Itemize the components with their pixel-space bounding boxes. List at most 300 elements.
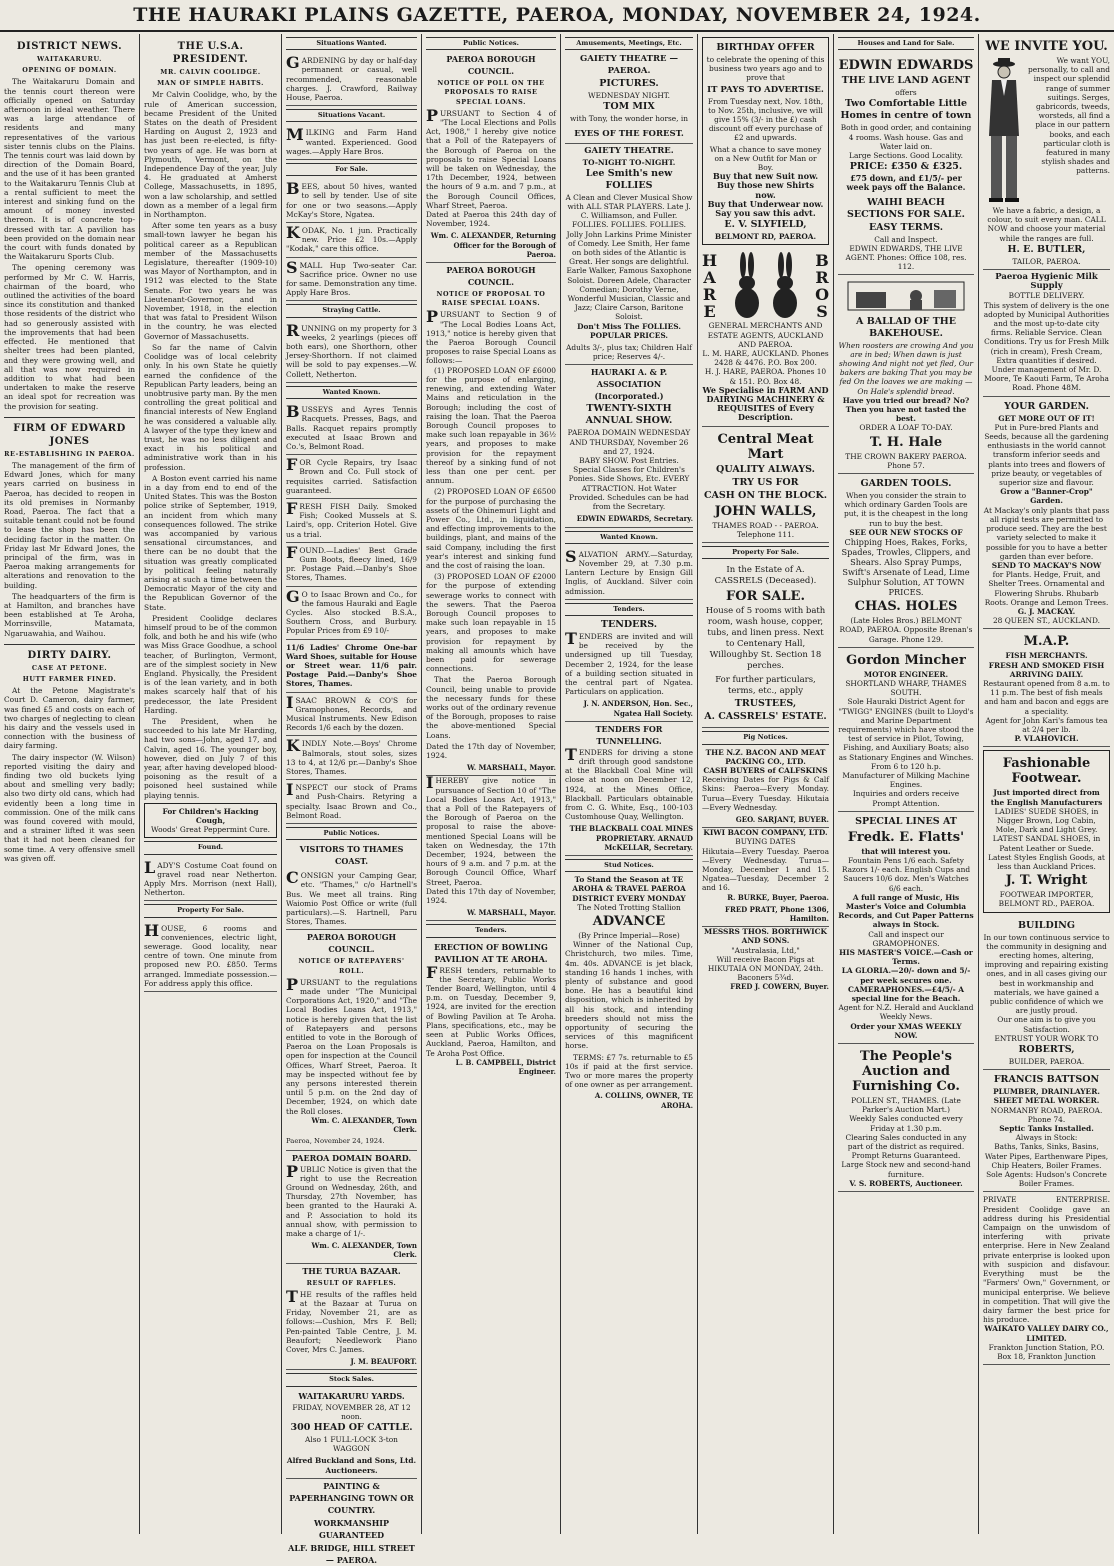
section-label: Public Notices. <box>286 827 417 840</box>
bakery-illustration-icon <box>846 278 966 312</box>
bill-text: Don't Miss The FOLLIES. POPULAR PRICES. <box>577 321 681 340</box>
ad-text: A full range of Music, His Master's Voice and Columbia Records, and Cut Paper Patterns always in Stock. <box>838 892 974 930</box>
auctioneer: Alfred Buckland and Sons, Ltd. Auctioneers. <box>286 1453 417 1478</box>
estate-sale-ad <box>702 562 829 728</box>
ad-line: that will interest you. <box>861 846 951 856</box>
ad-heading: SPECIAL LINES AT <box>855 815 957 827</box>
notice-heading: THE TURUA BAZAAR. <box>302 1265 401 1276</box>
section-label-property: Property For Sale. <box>144 904 277 917</box>
ad-poem: When roosters are crowing And you are in bed; When dawn is just showing And night not yet fled, Our bakers are baking That you may be fed On the loaves we are making —On Hale's splendid bread. <box>838 340 974 396</box>
ad-text: From Tuesday next, Nov. 18th, to Nov. 25th, inclusive, we will give 15% (3/- in the £) cash discount off every purchase of £2 and upwards. <box>707 96 824 143</box>
ad-text: Prompt Returns Guaranteed. <box>851 1151 961 1161</box>
ad-text: Agent for John Kari's famous tea at 2/4 per lb. <box>985 715 1108 734</box>
ad-address: POLLEN ST., THAMES. (Late Parker's Auction Mart.) <box>851 1096 961 1115</box>
tender-signature: J. N. ANDERSON, Hon. Sec., Ngatea Hall Society. <box>565 696 693 721</box>
ad-text: HIS MASTER'S VOICE.—Cash or Terms. <box>839 947 973 967</box>
ad-address: NORMANBY ROAD, PAEROA. Phone 74. <box>990 1105 1103 1124</box>
notice-date: Paeroa, November 24, 1924. <box>286 1134 417 1150</box>
notice-signature: W. MARSHALL, Mayor. <box>426 760 556 776</box>
section-label: Wanted Known. <box>286 386 417 399</box>
ad-text: Order your XMAS WEEKLY NOW. <box>850 1021 962 1040</box>
ad-line: Woods' Great Peppermint Cure. <box>151 825 270 835</box>
notice-signature: Wm. C. ALEXANDER, Town Clerk. <box>311 1115 417 1135</box>
ad-text: Sole Hauraki District Agent for "TWIGG" ENGINES (built to Lloyd's and Marine Department requirements) which have stood the test of service in Pilot, Towing, Fishing, and Auxiliary Boats; also as Stationary Engines and Winches. From 6 to 120 h.p. <box>838 697 974 771</box>
article-paragraph: The opening ceremony was performed by Mr C. W. Harris, chairman of the board, who outlined the activities of the board since its constitution and thanked those residents of the district who had so generously assisted with the improvements that had been effected. He mentioned that shelter trees had been planted, and they were growing well, and all that was now required in addition to what had been undertaken to make the reserve an ideal spot for recreation was the provision for seating. <box>4 263 135 411</box>
ad-phone: Telephone 111. <box>736 529 795 539</box>
mackay-garden-ad <box>983 397 1110 630</box>
ad-address: THAMES ROAD - - PAEROA. <box>712 520 819 530</box>
article-paragraph: The management of the firm of Edward Jones, which for many years carried on business in Paeroa, has decided to reopen in its old premises in Normanby Road, Paeroa. The fact that a suitable tenant could not be found to lease the shop has been the deciding factor in the matter. On Friday last Mr Edward Jones, the principal of the firm, was in Paeroa making arrangements for alterations and renovation to the building. <box>4 460 135 590</box>
ad-text: Latest Styles English Goods, at less than Auckland Prices. <box>988 852 1105 871</box>
article-paragraph: The President, when he succeeded to his late Mr Harding, had two sons—John, aged 17, and Calvin, aged 16. The younger boy, however, died on July 7 of this year, after having developed blood-poisoning as the result of a poisoned heel sustained while playing tennis. <box>144 717 277 800</box>
ad-text: Sole Agents: Hudson's Concrete Boiler Frames. <box>986 1170 1107 1189</box>
notice-date: Dated at Paeroa this 24th day of November, 1924. <box>426 210 556 229</box>
ad-line: Buy that Underwear now. <box>707 198 824 209</box>
ad-text: In the Estate of A. CASSRELS (Deceased). <box>714 565 817 587</box>
classified-ad: KODAK, No. 1 jun. Practically new. Price £2 10s.—Apply "Kodak," care this office. <box>286 223 417 258</box>
classified-ad: FRESH FISH Daily. Smoked Fish; Cooked Mussels at S. Laird's, opp. Criterion Hotel. Give us a trial. <box>286 499 417 543</box>
classified-ad: GO to Isaac Brown and Co., for the famous Hauraki and Eagle Cycles. Also stocked B.S.A., Southern Cross, and Burbury. Popular Prices from £9 10/- <box>286 587 417 640</box>
ad-text: Large Stock new and second-hand furniture. <box>841 1160 971 1179</box>
ad-text: ORDER A LOAF TO-DAY. <box>859 423 953 433</box>
ad-line: Two Comfortable Little Homes in centre of town <box>840 98 972 122</box>
ad-text: Restaurant opened from 8 a.m. to 11 p.m. The best of fish meals and ham and bacon and eggs are a speciality. <box>983 678 1110 716</box>
ad-text: Grow a "Banner-Crop" Garden. <box>1000 487 1093 506</box>
ad-text: When you consider the strain to which ordinary Garden Tools are put, it is the cheapest in the long run to buy the best. <box>844 491 968 528</box>
ad-text: GENERAL MERCHANTS AND ESTATE AGENTS, AUCKLAND AND PAEROA. <box>707 321 824 349</box>
birthday-offer-ad <box>702 37 829 245</box>
logo-letter: S <box>816 302 828 322</box>
classified-ad: KINDLY Note.—Boys' Chrome Balmorals, stout soles, sizes 13 to 4, at 12/6 pr.—Danby's Shoe Stores, Thames. <box>286 736 417 780</box>
ad-text: Hikutaia—Every Tuesday. Paeroa—Every Wednesday. Turua—Monday, December 1 and 15. Ngatea—Tuesday, December 2 and 16. <box>702 846 829 893</box>
bill-text: with Tony, the wonder horse, in <box>570 114 688 124</box>
ad-address: (Late Holes Bros.) BELMONT ROAD, PAEROA. Opposite Brenan's Garage. Phone 129. <box>839 616 973 644</box>
ad-heading: Central Meat Mart <box>717 431 814 462</box>
section-label: Pig Notices. <box>702 731 829 744</box>
notice-signature: L. B. CAMPBELL, District Engineer. <box>455 1057 556 1076</box>
section-label: Situations Wanted. <box>286 37 417 50</box>
ad-heading: BIRTHDAY OFFER <box>716 42 815 53</box>
logo-letter: H <box>702 251 718 271</box>
subhead: OPENING OF DOMAIN. <box>22 66 117 75</box>
ad-signature: P. VLAHOVICH. <box>1014 734 1079 744</box>
ad-line: EASY TERMS. <box>868 221 944 233</box>
ad-text: Under management of Mr. D. Moore, Te Kaouti Farm, Te Aroha Road. Phone 48M. <box>984 365 1109 393</box>
ad-heading: WORKMANSHIP GUARANTEED <box>313 1517 390 1540</box>
column-usa-president <box>140 34 281 1534</box>
ad-business: M.A.P. <box>1023 634 1070 650</box>
ad-text: We have a fabric, a design, a colour, to suit every man. CALL NOW and choose your material while the ranges are full. <box>987 206 1106 243</box>
ad-line: WAIHI BEACH SECTIONS FOR SALE. <box>847 196 965 220</box>
ad-heading: PAINTING & PAPERHANGING TOWN OR COUNTRY. <box>289 1480 414 1515</box>
ad-business: FRANCIS BATTSON <box>993 1074 1100 1086</box>
notice-text: IHEREBY give notice in pursuance of Section 10 of "The Local Bodies Loans Act, 1913," that a Poll of the Ratepayers of the Borough of Paeroa on the proposal to raise the above-mentioned Special Loans will be taken on Wednesday, the 17th December, 1924, between the hours of 9 a.m. and 7 p.m. at the Borough Council Office, Wharf Street, Paeroa. <box>426 773 556 887</box>
ad-address: THE CROWN BAKERY PAEROA. Phone 57. <box>845 451 967 470</box>
ad-business: E. V. SLYFIELD, <box>724 219 807 231</box>
ad-subhead: CASH BUYERS of CALFSKINS <box>703 765 828 775</box>
mincher-ad <box>838 648 974 812</box>
ad-line: A. CASSRELS' ESTATE. <box>704 711 827 723</box>
classified-ad: HOUSE, 6 rooms and conveniences, electric light, sewerage. Good locality, near centre of town. One minute from proposed new P.O. £850. Terms arranged. Immediate possession.—For address apply this office. <box>144 921 277 992</box>
ad-line: Buy that new Suit now. <box>712 171 819 182</box>
column-trade-ads <box>979 34 1114 1534</box>
notice-subhead: NOTICE OF POLL ON THE PROPOSALS TO RAISE SPECIAL LOANS. <box>437 79 545 106</box>
hare-rabbits-icon <box>725 251 807 321</box>
bakehouse-ad <box>838 275 974 474</box>
bill-title: EYES OF THE FOREST. <box>565 125 693 144</box>
ad-signature: GEO. SARJANT, BUYER. <box>702 812 829 828</box>
ad-text: This system of delivery is the one adopted by Municipal Authorities and the most up-to-date city firms. Reliable Service. Clean Conditions. Try us for Fresh Milk (rich in cream), Fresh Cream, Extra quantities if desired. <box>983 300 1110 365</box>
ad-text: Just imported direct from the English Manufacturers <box>990 788 1103 807</box>
sale-heading: WAITAKARURU YARDS. <box>298 1390 405 1401</box>
ad-heading: Fashionable Footwear. <box>1002 756 1091 787</box>
ad-heading: BUILDING <box>1018 919 1075 931</box>
ad-text: At Mackay's only plants that pass all rigid tests are permitted to produce seed. They are the best variety selected to make it possible for you to have a better garden than ever before. <box>983 505 1110 561</box>
ad-line: SEE OUR NEW STOCKS OF <box>849 527 963 537</box>
classified-ad: LADY'S Costume Coat found on gravel road near Netherton. Apply Mrs. Morrison (next Hall), Netherton. <box>144 858 277 902</box>
waikato-dairy-ad <box>983 1192 1110 1365</box>
ad-line: FRESH AND SMOKED FISH ARRIVING DAILY. <box>988 660 1105 679</box>
tender-text: TENDERS are invited and will be received by the undersigned up till Tuesday, December 2, 1924, for the lease of a building section situated in the central part of Ngatea. Particulars on application. <box>565 628 693 697</box>
ad-address: 28 QUEEN ST., AUCKLAND. <box>992 616 1101 626</box>
logo-letter: O <box>815 285 829 305</box>
ad-subhead: BUYING DATES <box>735 837 796 847</box>
classified-ad: BUSSEYS and Ayres Tennis Racquets. Presses, Bags, and Balls. Racquet repairs promptly executed at Isaac Brown and Co.'s, Belmont Road. <box>286 402 417 455</box>
bill-prices: Adults 3/-, plus tax; Children Half price; Reserves 4/-. <box>565 340 693 365</box>
logo-letter: A <box>703 268 716 288</box>
sale-date: FRIDAY, NOVEMBER 28, AT 12 noon. <box>292 1402 411 1421</box>
classified-ad: SALVATION ARMY.—Saturday, November 29, at 7.30 p.m. Lantern Lecture by Ensign Gill Inglis, of Auckland. Silver coin admission. <box>565 547 693 600</box>
show-signature: EDWIN EDWARDS, Secretary. <box>565 511 693 527</box>
classified-ad: SMALL Hup Two-seater Car. Sacrifice price. Owner no use for same. Demonstration any time. Apply Hare Bros. <box>286 258 417 302</box>
ad-signature: R. BURKE, Buyer, Paeroa. <box>727 892 829 902</box>
ad-heading: MESSRS THOS. BORTHWICK AND SONS. <box>704 927 827 946</box>
column-amusements <box>561 34 697 1534</box>
ad-business: T. H. Hale <box>869 434 943 450</box>
show-text: BABY SHOW. Post Entries. Special Classes for Children's Ponies. Side Shows, Etc. EVERY ATTRACTION. Hot Water Provided. Schedules can be had from the Secretary. <box>568 456 690 512</box>
ad-address: BUILDER, PAEROA. <box>1008 1057 1085 1067</box>
hare-logo <box>702 251 829 321</box>
ad-text: LATEST SANDAL SHOES, in Patent Leather or Suede. <box>992 834 1101 853</box>
meat-mart-ad <box>702 427 829 543</box>
article-paragraph: A Boston event carried his name in a day from end to end of the United States. This was the Boston police strike of September, 1919, an incident from which many consequences followed. The strike was accompanied by various sensational circumstances, and there can be no doubt that the situation was greatly complicated by political feeling naturally arising at such a time between the Democratic Mayor of the city and the Republican Governor of the State. <box>144 473 277 612</box>
article-paragraph: The headquarters of the firm is at Hamilton, and branches have been established at Te Aroha, Morrinsville, Matamata, Ngaruawahia, and Waihou. <box>4 591 135 638</box>
ad-text: Fountain Pens 1/6 each. Safety Razors 1/- each. English Cups and Saucers 10/6 doz. Men's Watches 6/6 each. <box>841 855 971 893</box>
ad-text: Manufacturer of Milking Machine Engines. <box>842 770 970 790</box>
notice-subhead: RESULT OF RAFFLES. <box>306 1278 397 1287</box>
section-label: For Sale. <box>286 163 417 176</box>
ad-business: The People's Auction and Furnishing Co. <box>852 1049 960 1095</box>
subhead: MAN OF SIMPLE HABITS. <box>157 79 264 88</box>
ad-text: Receiving Dates for Pigs & Calf Skins: Paeroa—Every Monday. Turua—Every Tuesday. Hikutaia—Every Wednesday. <box>702 775 829 812</box>
ad-text: House of 5 rooms with bath room, wash house, copper, tubs, and linen press. Next to Centenary Hall, Willoughby St. Section 18 perches. <box>705 606 826 672</box>
notice-text: FRESH tenders, returnable to the Secretary, Public Works Tender Board, Wellington, until 4 p.m. on Tuesday, December 9, 1924, are invited for the erection of Bowling Pavilion at Te Aroha. Plans, specifications, etc., may be seen at Public Works Offices, Auckland, Paeroa, Hamilton, and Te Aroha Post Office. <box>426 962 556 1058</box>
milk-supply-ad <box>983 270 1110 397</box>
ad-heading: THE N.Z. BACON AND MEAT PACKING CO., LTD. <box>705 747 826 766</box>
ad-text: L. M. HARE, AUCKLAND. Phones 2428 & 4476. P.O. Box 200. <box>702 349 829 368</box>
ad-line: THE LIVE LAND AGENT <box>841 75 971 87</box>
logo-letter: R <box>815 268 829 288</box>
notice-signature: W. MARSHALL, Mayor. <box>426 905 556 921</box>
bill-date: TO-NIGHT TO-NIGHT. <box>582 157 676 167</box>
ad-text: Our one aim is to give you Satisfaction. <box>997 1015 1096 1034</box>
notice-heading: PAEROA BOROUGH COUNCIL. <box>306 932 397 955</box>
logo-letter: B <box>815 251 829 271</box>
ad-text: In our town continuous service to the community in designing and erecting homes, altering, improving and repairing existing ones, and in all cases giving our best in workmanship and materials, we have gained a public confidence of which we are justly proud. <box>983 932 1110 1016</box>
classified-ad: MILKING and Farm Hand wanted. Experienced. Good wages.—Apply Hare Bros. <box>286 125 417 160</box>
ad-text: We Specialise in FARM AND DAIRYING MACHINERY & REQUISITES of Every Description. <box>702 384 829 423</box>
notice-signature: Wm. C. ALEXANDER, Town Clerk. <box>286 1238 417 1263</box>
section-label: Tenders. <box>426 924 556 937</box>
ad-text: We want YOU, personally, to call and inspect our splendid range of summer suitings. Serges, gabricords, tweeds, worsteds, all find a place in our pattern books, and each particular cloth is featured in many stylish shades and patterns. <box>1028 56 1110 176</box>
ad-signature: FRED J. COWERN, Buyer. <box>730 982 829 992</box>
battson-plumber-ad <box>983 1070 1110 1192</box>
cough-cure-ad <box>144 803 277 839</box>
bill-heading: PICTURES. <box>599 78 659 90</box>
ad-line: QUALITY ALWAYS. <box>716 463 815 475</box>
ad-business: CHAS. HOLES <box>854 599 958 615</box>
ad-business: JOHN WALLS, <box>714 503 817 519</box>
classified-ad: ISAAC BROWN & CO'S for Gramophones, Records, and Musical Instruments. New Edison Records 1/6 each by the dozen. <box>286 693 417 737</box>
notice-heading: PAEROA BOROUGH COUNCIL. <box>446 265 536 288</box>
ad-text: Call and Inspect. <box>874 234 938 244</box>
ad-business: ROBERTS, <box>1018 1044 1075 1056</box>
section-label-found: Found. <box>144 841 277 854</box>
headline-district-news: DISTRICT NEWS. <box>16 41 123 52</box>
ad-terms: £75 down, and £1/5/- per week pays off the Balance. <box>846 173 966 193</box>
roberts-builder-ad <box>983 916 1110 1071</box>
logo-letter: R <box>702 285 717 305</box>
tender-text: TENDERS for driving a stone drift through good sandstone at the Blackball Coal Mine will close at noon on December 12, 1924, at the Mines Office, Blackball. Particulars obtainable from C. G. White, Esq., 100-103 Customhouse Quay, Wellington. <box>565 744 693 822</box>
column-classifieds <box>282 34 421 1565</box>
ad-text: ENTRUST YOUR WORK TO <box>994 1033 1099 1043</box>
butler-tailor-ad <box>983 34 1110 270</box>
bill-title: Lee Smith's new FOLLIES <box>585 167 673 191</box>
notice-heading: PAEROA DOMAIN BOARD. <box>291 1152 412 1163</box>
classified-ad: INSPECT our stock of Prams and Push-Chairs. Retyring a specialty. Isaac Brown and Co., Belmont Road. <box>286 780 417 824</box>
ad-business: EDWIN EDWARDS <box>838 58 974 74</box>
bros-letters <box>815 252 829 320</box>
subhead: MR. CALVIN COOLIDGE. <box>160 68 261 76</box>
ad-heading: ALF. BRIDGE, HILL STREET — PAEROA. <box>288 1542 415 1565</box>
stud-terms: TERMS: £7 7s. returnable to £5 10s if paid at the first service. Two or more mares the property of one owner as per arrangement. <box>565 1052 693 1090</box>
notice-heading: ERECTION OF BOWLING PAVILION AT TE AROHA. <box>434 941 548 964</box>
notice-text: PURSUANT to the regulations made under "The Municipal Corporations Act, 1920," and "The Local Bodies Loans Act, 1913," notice is hereby given that the list of Ratepayers and persons entitled to vote in the Borough of Paeroa on the Loan Proposals is open for inspection at the Council Offices, Wharf Street, Paeroa. It may be inspected without fee by any persons interested therein until 5 p.m. on the 2nd day of December, 1924, on which date the Roll closes. <box>286 974 417 1116</box>
ad-text: Call and inspect our GRAMOPHONES. <box>868 929 944 948</box>
notice-text: PUBLIC Notice is given that the right to use the Recreation Ground on Wednesday, 26th, and Thursday, 27th November, has been granted to the Hauraki A. and P. Association to hold its annual show, with permission to make a charge of 1/-. <box>286 1161 417 1238</box>
ad-text: What a chance to save money on a New Outfit for Man or Boy. <box>709 144 822 173</box>
article-paragraph: After some ten years as a busy small-town lawyer he began his political career as a Republican member of the Massachusetts Legislature, thereafter (1909-10) was Mayor of Northampton, and in 1912 was elected to the State Senate. For two years he was Lieutenant-Governor, and in November, 1918, in the election that was fatal to President Wilson in the country, he was elected Governor of Massachusetts. <box>144 221 277 341</box>
subhead: WAITAKARURU. <box>37 55 102 63</box>
ad-text: Have you tried our bread? No? Then you have not tasted the best. <box>842 395 970 424</box>
ad-line: SHORTLAND WHARF, THAMES SOUTH. <box>845 678 967 698</box>
ad-text: Clearing Sales conducted in any part of the district as required. <box>845 1132 967 1152</box>
ad-signature: FRED PRATT, Phone 1306, Hamilton. <box>702 902 829 927</box>
ad-signature: V. S. ROBERTS, Auctioneer. <box>849 1178 963 1188</box>
show-heading: TWENTY-SIXTH ANNUAL SHOW. <box>585 403 673 427</box>
notice-heading: PAEROA BOROUGH COUNCIL. <box>446 54 536 77</box>
ad-business: J. T. Wright <box>1005 873 1088 889</box>
notice-text: PURSUANT to Section 4 of "The Local Elections and Polls Act, 1908," I hereby give notice that a Poll of the Ratepayers of the Borough of Paeroa on the proposals to raise Special Loans will be taken on Wednesday, the 17th December, 1924, between the hours of 9 a.m. and 7 p.m., at the Borough Council Offices, Wharf Street, Paeroa. <box>426 105 556 210</box>
ad-heading: YOUR GARDEN. <box>1004 400 1089 412</box>
ad-heading: Paeroa Hygienic Milk Supply <box>995 272 1098 292</box>
notice-signature: Wm. C. ALEXANDER, Returning Officer for the Borough of Paeroa. <box>426 228 556 263</box>
ad-text: LA GLORIA.—20/- down and 5/- per week secures one. <box>841 966 971 985</box>
article-paragraph: So far the name of Calvin Coolidge was of local celebrity only. In his own State he quietly earned the confidence of the Republican Party leaders, being an unobtrusive party man. By the men controlling the great political and financial interests of New England he was considered a valuable ally. A lawyer of the type they knew and trust, he was no less diligent and exact in his political and administrative work than in his profession. <box>144 342 277 472</box>
notice-subhead: NOTICE OF RATEPAYERS' ROLL. <box>298 957 405 975</box>
ad-price: PRICE: £350 & £325. <box>849 161 963 173</box>
classified-ad: BEES, about 50 hives, wanted to sell by tender. Use of site for one or two seasons.—Apply McKay's Store, Ngatea. <box>286 179 417 223</box>
notice-subhead: NOTICE OF PROPOSAL TO RAISE SPECIAL LOANS. <box>436 290 546 308</box>
ad-line: For Children's Hacking Cough, <box>162 806 259 826</box>
column-land-ads <box>834 34 978 1534</box>
headline-dirty-dairy: DIRTY DAIRY. <box>4 644 135 662</box>
loan-item: (3) PROPOSED LOAN OF £2000 for the purpose of extending sewerage works to connect with the sewers. That the Paeroa Borough Council proposes to make such loan repayable in 15 years, and proposes to make provision for repayment by making all amounts which have been paid for sewerage connections. <box>426 572 556 674</box>
ad-subhead: BOTTLE DELIVERY. <box>1008 291 1085 301</box>
classified-ad: FOR Cycle Repairs, try Isaac Brown and Co. Full stock of requisites carried. Satisfaction guaranteed. <box>286 455 417 499</box>
notice-signature: J. M. BEAUFORT. <box>286 1354 417 1370</box>
notice-text: That the Paeroa Borough Council, being unable to provide the necessary funds for these works out of the ordinary revenue of the Borough, proposes to raise the above-mentioned Special Loans. <box>426 675 556 740</box>
ad-text: SEND TO MACKAY'S NOW <box>991 560 1102 570</box>
notice-text: THE results of the raffles held at the Bazaar at Turua on Friday, November 21, are as follows:—Cushion, Mrs F. Bell; Pen-painted Table Centre, J. M. Beaufort; Needlework Piano Cover, Mrs C. James. <box>286 1286 417 1354</box>
ad-text: Septic Tanks Installed. <box>999 1124 1094 1134</box>
section-label: Public Notices. <box>426 37 556 50</box>
ad-subhead: "Australasia, Ltd," <box>731 945 800 955</box>
ad-line: MOTOR ENGINEER. <box>863 669 949 679</box>
peoples-auction-ad <box>838 1044 974 1192</box>
notice-text: PURSUANT to Section 9 of "The Local Bodies Loans Act, 1913," notice is hereby given that the Paeroa Borough Council proposes to raise Special Loans as follows:— <box>426 307 556 366</box>
ad-line: CASH ON THE BLOCK. <box>703 489 828 501</box>
ad-subhead: FISH MERCHANTS. <box>1005 651 1088 661</box>
section-label: Wanted Known. <box>565 531 693 544</box>
loan-item: (1) PROPOSED LOAN OF £6000 for the purpose of enlarging, renewing, and extending Water Mains and reticulation in the Borough; including the cost of raising the loan. That the Paeroa Borough Council proposes to make such loan repayable in 36½ years, and proposes to make provision for the repayment thereof by a sinking fund of not less than one per cent. per annum. <box>426 365 556 486</box>
ad-text: For further particulars, terms, etc., apply <box>715 675 816 697</box>
ad-text: H. J. HARE, PAEROA. Phones 10 & 151. P.O. Box 48. <box>704 367 827 386</box>
theatre-name: GAIETY THEATRE. <box>584 145 674 156</box>
ad-text: Always in Stock: <box>1015 1133 1078 1143</box>
ad-heading: FOR SALE. <box>726 589 805 605</box>
ad-text: PRIVATE ENTERPRISE. President Coolidge gave an address during his Presidential Campaign on the unwisdom of interfering with private enterprise. Here in New Zealand private enterprise is looked upon with suspicion and disfavour. Everything must be the "Farmers' Own," Government, or municipal enterprise. We believe in competition. That will give the dairy farmer the best price for his produce. <box>983 1195 1110 1325</box>
ad-business: G. J. MACKAY. <box>1017 606 1076 616</box>
section-label: Stock Sales. <box>286 1373 417 1386</box>
ad-text: to celebrate the opening of this business two years ago and to prove that <box>706 55 825 83</box>
garden-tools-ad <box>838 474 974 648</box>
ad-line: Buy those new Shirts now. <box>716 180 815 200</box>
ad-line: TRUSTEES, <box>734 698 797 710</box>
column-public-notices <box>422 34 560 1534</box>
tender-heading: TENDERS FOR TUNNELLING. <box>595 723 663 746</box>
ad-text: LADIES' SUEDE SHOES, in Nigger Brown, Log Cabin, Mole, Dark and Light Grey. <box>994 806 1099 835</box>
bill-date: WEDNESDAY NIGHT. <box>588 91 670 101</box>
ad-address: TAILOR, PAEROA. <box>1012 256 1081 266</box>
ad-address: FOOTWEAR IMPORTER, BELMONT RD., PAEROA. <box>998 890 1095 909</box>
ad-subhead: PLUMBER, DRAINLAYER. SHEET METAL WORKER. <box>993 1087 1100 1106</box>
classified-ad: RUNNING on my property for 3 weeks, 2 yearlings (pieces off both ears), one Shorthorn, other Jersey-Shorthorn. If not claimed will be sold to pay expenses.—W. Collett, Netherton. <box>286 321 417 383</box>
classified-ad: GARDENING by day or half-day permanent or casual, well recommended, reasonable charges. J. Crawford, Railway House, Paeroa. <box>286 53 417 106</box>
hare-bros-ad <box>702 248 829 426</box>
ad-text: EDWIN EDWARDS, THE LIVE AGENT. Phones: Office 108, res. 112. <box>845 243 967 272</box>
sale-lot: 300 HEAD OF CATTLE. <box>290 1421 413 1433</box>
notice-date: Dated the 17th day of November, 1924. <box>426 741 556 761</box>
article-paragraph: The Waitakaruru Domain and the tennis court thereon were officially opened on Saturday afternoon in ideal weather. There was a large attendance of residents and many representatives of the various sister tennis clubs on the Plains. The tennis court was laid down by direction of the Domain Board, and the use of it has been granted to the Waitakaruru Tennis Club at a rental sufficient to meet the interest and sinking fund on the amount of money invested thereon. It is of concrete top-dressed with tar. A pavilion has been provided on the domain near the court with funds donated by the Waitakaruru Sports Club. <box>4 77 135 262</box>
hare-letters <box>702 252 717 320</box>
section-label: Situations Vacant. <box>286 109 417 122</box>
fish-merchant-ad <box>983 629 1110 747</box>
stud-text: Winner of the National Cup, Christchurch, two miles. Time, 4m. 40s. ADVANCE is jet black, standing 16 hands 1 inches, with plenty of substance and good bone. He has a beautiful kind disposition, which is inherited by all his stock, and intending breeders should not miss the opportunity of securing the services of this magnificent horse. <box>565 940 693 1051</box>
tender-heading: TENDERS. <box>600 618 658 630</box>
headline-usa-president: THE U.S.A. PRESIDENT. <box>172 41 249 65</box>
ad-address: BELMONT RD, PAEROA. <box>714 232 817 242</box>
ad-heading: IT PAYS TO ADVERTISE. <box>707 84 824 95</box>
article-paragraph: President Coolidge declares himself proud to be of the common folk, and both he and his wife (who was Miss Grace Goodhue, a school teacher, of Burlington, Vermont, are of the simplest society in New England. Physically, the President is of the lean variety, and in both makes scarcely half that of his predecessor, the late President Harding. <box>144 613 277 715</box>
section-label: Tenders. <box>565 603 693 616</box>
tender-signature: THE BLACKBALL COAL MINES PROPRIETARY. ARNAUD McKELLAR, Secretary. <box>565 821 693 856</box>
ad-text: Put in Pure-bred Plants and Seeds, because all the gardening enthusiasts in the world cannot transform inferior seeds and plants into trees and flowers of prize beauty, or vegetables of superior size and flavour. <box>984 422 1109 488</box>
section-label: Straying Cattle. <box>286 304 417 317</box>
tailor-ad-body <box>983 56 1110 206</box>
section-label: Stud Notices. <box>565 859 693 872</box>
ad-text: CAMERAPHONES.—£4/5/- A special line for the Beach. <box>848 984 964 1003</box>
ad-business: H. E. BUTLER, <box>1007 243 1086 255</box>
notice-heading: VISITORS TO THAMES COAST. <box>299 844 404 867</box>
ad-business: Gordon Mincher <box>846 652 966 668</box>
article-paragraph: At the Petone Magistrate's Court D. Cameron, dairy farmer, was fined £5 and costs on each of two charges of neglecting to clean his dairy and the vessels used in connection with the business of dairy farming. <box>4 686 135 751</box>
ad-line: Say you saw this advt. <box>715 208 816 219</box>
ad-heading: GARDEN TOOLS. <box>860 478 952 490</box>
ad-heading: WE INVITE YOU. <box>985 39 1108 54</box>
ad-line: offers <box>895 88 917 98</box>
logo-letter: E <box>703 302 716 322</box>
ad-address: Frankton Junction Station, P.O. Box 18, Frankton Junction <box>988 1342 1105 1361</box>
ad-heading: KIWI BACON COMPANY, LTD. <box>703 828 828 838</box>
notice-date: Dated this 17th day of November, 1924. <box>426 886 556 906</box>
ad-text: for Plants. Hedge, Fruit, and Shelter Trees. Ornamental and Flowering Shrubs. Rhubarb Roots. Orange and Lemon Trees. <box>984 570 1109 607</box>
classified-ad: FOUND.—Ladies' Best Grade Gum Boots, fleecy lined, 16/9 pr. Postage Paid.—Danby's Shoe Stores, Thames. <box>286 543 417 587</box>
section-label: Amusements, Meetings, Etc. <box>565 37 693 50</box>
bill-text: A Clean and Clever Musical Show with ALL STAR PLAYERS. Late J. C. Williamson, and Fuller. FOLLIES. FOLLIES. FOLLIES. Jolly John Larkins Prime Minister of Comedy. Lee Smith, Her fame on both sides of the Atlantic is Great. Her songs are delightful. Earle Walker, Famous Saxophone Soloist. Doreen Adele, Character Comedian; Dorothy Verne, Wonderful Musician, Classic and Jazz; Claire Carson, Baritone Soloist. <box>565 192 693 322</box>
loan-item: (2) PROPOSED LOAN OF £6500 for the purpose of purchasing the assets of the Ohinemuri Light and Power Co., Ltd., in liquidation, and effecting improvements to the buildings, plant, and mains of the said Company, including the first year's interest and sinking fund and the cost of raising the loan. <box>426 487 556 570</box>
footwear-ad <box>983 750 1110 912</box>
subhead: RE-ESTABLISHING IN PAEROA. <box>4 449 135 458</box>
ad-business: WAIKATO VALLEY DAIRY CO., LIMITED. <box>984 1324 1109 1343</box>
sale-lot: Also 1 FULL-LOCK 3-ton WAGGON <box>305 1434 398 1454</box>
ad-text: Weekly Sales conducted every Friday at 1.30 p.m. <box>849 1114 963 1133</box>
association-name: HAURAKI A. & P. ASSOCIATION (Incorporated.) <box>590 367 668 402</box>
show-text: PAEROA DOMAIN WEDNESDAY AND THURSDAY, November 26 and 27, 1924. <box>567 428 691 456</box>
subhead: HUTT FARMER FINED. <box>22 674 117 683</box>
ad-business: Fredk. E. Flatts' <box>847 829 965 845</box>
classified-ad: 11/6 Ladies' Chrome One-bar Ward Shoes, suitable for House or Street wear. 11/6 pair. Postage Paid.—Danby's Shoe Stores, Thames. <box>286 640 417 693</box>
ad-subhead: GET MORE OUT OF IT! <box>998 413 1095 423</box>
stallion-name: ADVANCE <box>592 914 666 929</box>
flatts-ad <box>838 812 974 1044</box>
stallion-pedigree: (By Prince Imperial—Rose) <box>578 931 680 940</box>
theatre-name: GAIETY THEATRE — PAEROA. <box>580 54 678 77</box>
ad-text: Will receive Bacon Pigs at HIKUTAIA ON MONDAY, 24th. Baconers 5¾d. <box>707 954 824 983</box>
bill-star: TOM MIX <box>603 101 655 113</box>
column-district-news <box>0 34 139 1534</box>
stud-heading: To Stand the Season at TE AROHA & TRAVEL PAEROA DISTRICT EVERY MONDAY <box>572 875 686 903</box>
ad-text: Both in good order, and containing 4 rooms. Wash house. Gas and Water laid on. <box>840 123 972 151</box>
ad-text: Baths, Tanks, Sinks, Basins, Water Pipes, Earthenware Pipes, Chip Heaters, Boiler Frames. <box>984 1142 1109 1170</box>
ad-line: TRY US FOR <box>732 476 799 488</box>
edwards-ad <box>838 53 974 275</box>
ad-text: Inquiries and orders receive Prompt Attention. <box>852 789 960 808</box>
column-merchant-ads <box>698 34 833 1534</box>
section-label: Property For Sale. <box>702 546 829 559</box>
ad-text: Large Sections. Good Locality. <box>849 151 963 161</box>
article-paragraph: The dairy inspector (W. Wilson) reported visiting the dairy and finding two old buckets lying about and smelling very badly; also two dirty old cans, which had evidently been a long time in commission. One of the milk cans was found covered with mould, and a strainer lifted it was seen that it had not been cleaned for some time. A very offensive smell was given off. <box>4 752 135 863</box>
